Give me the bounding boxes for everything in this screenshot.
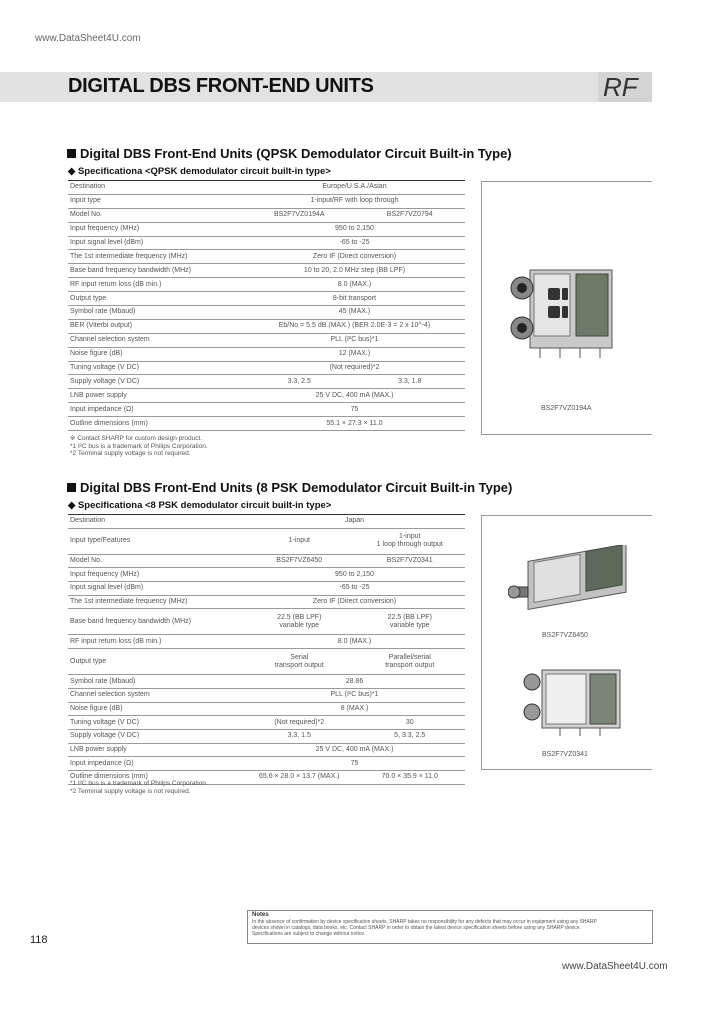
table-row	[68, 208, 465, 222]
row-label: Model No.	[68, 554, 244, 568]
page-title: DIGITAL DBS FRONT-END UNITS	[68, 75, 374, 97]
row-value-col1: (Not required)*2	[244, 716, 355, 730]
table-row	[68, 347, 465, 361]
photo-caption-1: BS2F7VZ0194A	[541, 405, 592, 412]
row-label: Input impedance (Ω)	[68, 403, 244, 417]
section1-spec-table	[68, 180, 465, 431]
row-label: Input impedance (Ω)	[68, 757, 244, 771]
row-value: Eb/No = 5.5 dB (MAX.) (BER 2.0E-3 = 2 x 10^-4)	[244, 319, 465, 333]
row-value-col2: 30	[355, 716, 466, 730]
row-label: Input frequency (MHz)	[68, 568, 244, 582]
section2-spec-title: ◆ Specificationa <8 PSK demodulator circuit built-in type>	[68, 500, 332, 511]
table-row	[68, 278, 465, 292]
row-value: -65 to -25	[244, 582, 465, 596]
section2-title-text: Digital DBS Front-End Units (8 PSK Demodulator Circuit Built-in Type)	[80, 480, 513, 495]
note-line: Specifications are subject to change without notice.	[252, 931, 366, 937]
table-row	[68, 716, 465, 730]
row-value: 12 (MAX.)	[244, 347, 465, 361]
square-bullet-icon	[67, 483, 76, 492]
row-label: RF input return loss (dB min.)	[68, 278, 244, 292]
row-value: PLL (I²C bus)*1	[244, 333, 465, 347]
row-value-col2: Parallel/serial transport output	[355, 649, 466, 675]
row-label: Noise figure (dB)	[68, 702, 244, 716]
section1-title	[67, 146, 512, 161]
table-row	[68, 582, 465, 596]
note-line: *1 I²C bus is a trademark of Philips Corporation.	[70, 780, 208, 787]
row-value: 8 (MAX.)	[244, 702, 465, 716]
row-value: 950 to 2,150	[244, 568, 465, 582]
row-label: Output type	[68, 649, 244, 675]
row-value: -65 to -25	[244, 236, 465, 250]
table-row	[68, 568, 465, 582]
table-row	[68, 222, 465, 236]
row-value-col2: 1-input 1 loop through output	[355, 528, 466, 554]
row-label: Base band frequency bandwidth (MHz)	[68, 609, 244, 635]
row-label: Input signal level (dBm)	[68, 582, 244, 596]
row-label: Supply voltage (V DC)	[68, 375, 244, 389]
page-number: 118	[30, 934, 48, 946]
row-value-col2: BS2F7VZ0794	[355, 208, 466, 222]
notes-title: Notes	[252, 912, 269, 918]
row-label: LNB power supply	[68, 389, 244, 403]
row-value-col1: 22.5 (BB LPF) variable type	[244, 609, 355, 635]
row-value-col2: 3.3, 1.8	[355, 375, 466, 389]
row-value: Zero IF (Direct conversion)	[244, 595, 465, 609]
row-value: Zero IF (Direct conversion)	[244, 250, 465, 264]
note-line: *1 I²C bus is a trademark of Philips Corporation.	[70, 442, 208, 450]
row-label: LNB power supply	[68, 743, 244, 757]
tuner-module-photo-2	[508, 545, 638, 625]
table-row	[68, 515, 465, 529]
tuner-module-icon	[508, 545, 626, 609]
table-row	[68, 264, 465, 278]
table-row	[68, 403, 465, 417]
row-value: 75	[244, 403, 465, 417]
row-value-col1: 3.3, 2.5	[244, 375, 355, 389]
row-label: Input signal level (dBm)	[68, 236, 244, 250]
note-line: *2 Terminal supply voltage is not required.	[70, 787, 191, 795]
row-label: The 1st intermediate frequency (MHz)	[68, 595, 244, 609]
row-value: 25 V DC, 400 mA (MAX.)	[244, 743, 465, 757]
note-line: ※ Contact SHARP for custom design product.	[70, 435, 203, 442]
table-row	[68, 292, 465, 306]
table-row	[68, 595, 465, 609]
row-label: Tuning voltage (V DC)	[68, 361, 244, 375]
row-value: 28.86	[244, 675, 465, 689]
watermark-bottom: www.DataSheet4U.com	[562, 961, 668, 972]
section1-notes	[70, 435, 208, 458]
row-label: Output type	[68, 292, 244, 306]
table-row	[68, 333, 465, 347]
row-value: 25 V DC, 400 mA (MAX.)	[244, 389, 465, 403]
table-row	[68, 743, 465, 757]
note-line: *2 Terminal supply voltage is not required.	[70, 450, 191, 457]
table-row	[68, 675, 465, 689]
table-row	[68, 609, 465, 635]
row-value: 8.0 (MAX.)	[244, 635, 465, 649]
note-line: devices shown in catalogs, data books, etc. Contact SHARP in order to obtain the latest device specification sheets before using any SHARP device.	[252, 925, 581, 931]
section2-notes	[70, 780, 208, 795]
table-row	[68, 554, 465, 568]
table-row	[68, 702, 465, 716]
row-value: 55.1 × 27.3 × 11.0	[244, 417, 465, 431]
row-value-col1: BS2F7VZ0194A	[244, 208, 355, 222]
row-label: RF input return loss (dB min.)	[68, 635, 244, 649]
row-label: Tuning voltage (V DC)	[68, 716, 244, 730]
row-label: Channel selection system	[68, 688, 244, 702]
photo-caption-3: BS2F7VZ0341	[542, 751, 588, 758]
table-row	[68, 688, 465, 702]
note-line: In the absence of confirmation by device specification sheets, SHARP takes no responsibility for any defects that may occur in equipment using any SHARP	[252, 919, 597, 925]
photo-caption-2: BS2F7VZ6450	[542, 632, 588, 639]
row-value-col1: BS2F7VZ6450	[244, 554, 355, 568]
row-value: PLL (I²C bus)*1	[244, 688, 465, 702]
row-label: Model No.	[68, 208, 244, 222]
row-value-col1: 3.3, 1.5	[244, 729, 355, 743]
row-label: Noise figure (dB)	[68, 347, 244, 361]
row-value: Europe/U.S.A./Asian	[244, 181, 465, 195]
row-value: 8-bit transport	[244, 292, 465, 306]
tuner-module-photo-3	[520, 662, 630, 742]
row-label: Symbol rate (Mbaud)	[68, 675, 244, 689]
table-row	[68, 417, 465, 431]
table-row	[68, 389, 465, 403]
row-value-col2: BS2F7VZ0341	[355, 554, 466, 568]
table-row	[68, 250, 465, 264]
row-value: 950 to 2,150	[244, 222, 465, 236]
row-value-col1: 1-input	[244, 528, 355, 554]
row-value-col2: 5, 3.3, 2.5	[355, 729, 466, 743]
row-label: Channel selection system	[68, 333, 244, 347]
row-label: Input frequency (MHz)	[68, 222, 244, 236]
row-label: Input type	[68, 194, 244, 208]
table-row	[68, 757, 465, 771]
section2-spec-table	[68, 514, 465, 785]
tuner-module-icon	[524, 670, 620, 736]
table-row	[68, 635, 465, 649]
table-row	[68, 375, 465, 389]
square-bullet-icon	[67, 149, 76, 158]
table-row	[68, 528, 465, 554]
section1-spec-title: ◆ Specificationa <QPSK demodulator circuit built-in type>	[68, 166, 331, 177]
table-row	[68, 181, 465, 195]
table-row	[68, 649, 465, 675]
row-value: 45 (MAX.)	[244, 306, 465, 320]
row-label: The 1st intermediate frequency (MHz)	[68, 250, 244, 264]
table-row	[68, 361, 465, 375]
row-label: Supply voltage (V DC)	[68, 729, 244, 743]
section2-title	[67, 480, 512, 495]
row-label: Outline dimensions (mm)	[68, 770, 244, 784]
row-value: 10 to 20, 2.0 MHz step (BB LPF)	[244, 264, 465, 278]
rf-badge: RF	[603, 72, 638, 102]
tuner-module-icon	[511, 270, 612, 358]
table-row	[68, 194, 465, 208]
row-value-col1: 65.6 × 28.0 × 13.7 (MAX.)	[244, 770, 355, 784]
row-label: Destination	[68, 181, 244, 195]
section1-title-text: Digital DBS Front-End Units (QPSK Demodulator Circuit Built-in Type)	[80, 146, 512, 161]
row-label: Symbol rate (Mbaud)	[68, 306, 244, 320]
watermark-top: www.DataSheet4U.com	[35, 33, 141, 44]
table-row	[68, 319, 465, 333]
notes-box-text	[252, 919, 648, 937]
row-value: (Not required)*2	[244, 361, 465, 375]
row-value-col2: 70.0 × 35.9 × 11.0	[355, 770, 466, 784]
row-label: Base band frequency bandwidth (MHz)	[68, 264, 244, 278]
tuner-module-photo-1	[500, 258, 630, 363]
table-row	[68, 729, 465, 743]
row-value: 8.0 (MAX.)	[244, 278, 465, 292]
row-label: Destination	[68, 515, 244, 529]
row-value-col1: Serial transport output	[244, 649, 355, 675]
row-value-col2: 22.5 (BB LPF) variable type	[355, 609, 466, 635]
table-row	[68, 306, 465, 320]
row-value: 75	[244, 757, 465, 771]
row-label: BER (Viterbi output)	[68, 319, 244, 333]
row-value: Japan	[244, 515, 465, 529]
table-row	[68, 236, 465, 250]
row-label: Outline dimensions (mm)	[68, 417, 244, 431]
row-value: 1-input/RF with loop through	[244, 194, 465, 208]
row-label: Input type/Features	[68, 528, 244, 554]
